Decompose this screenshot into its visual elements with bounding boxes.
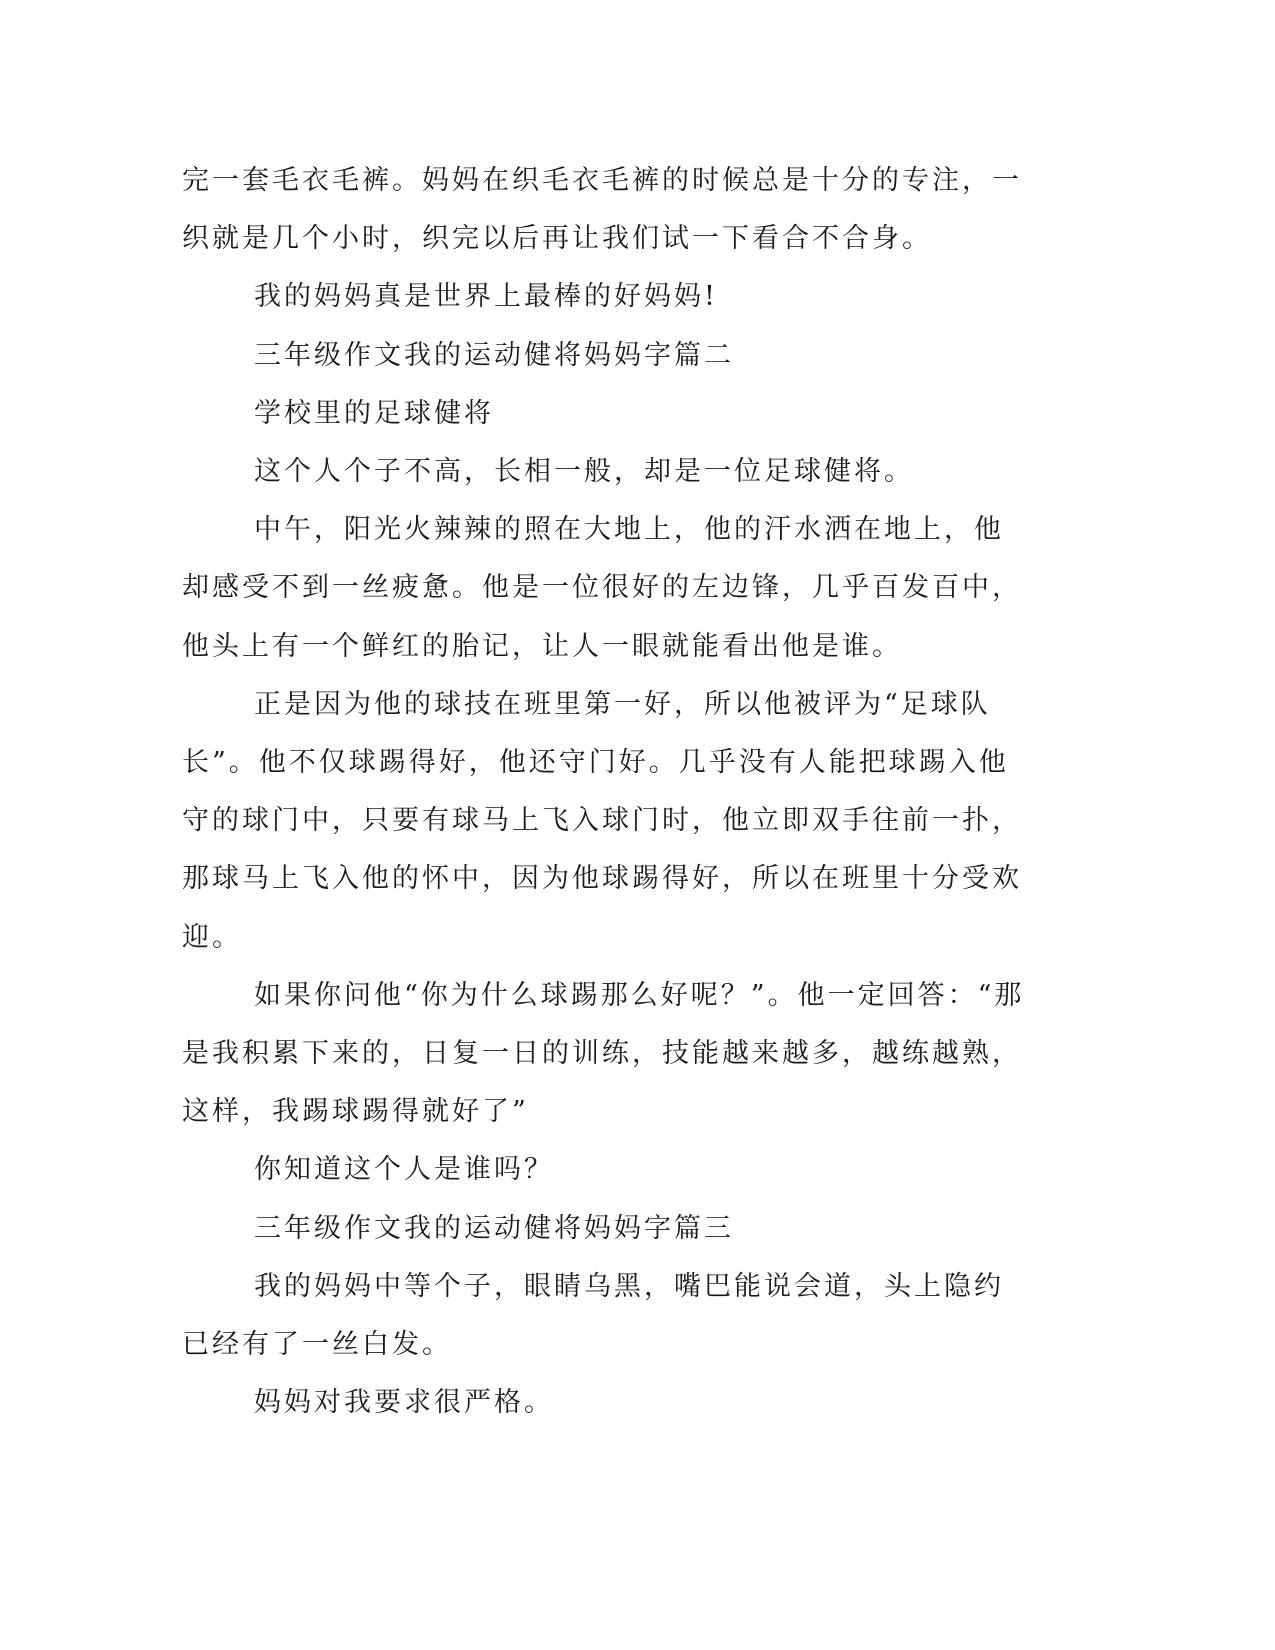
- document-body: [182, 152, 1032, 1432]
- paragraph-captain: 正是因为他的球技在班里第一好，所以他被评为“足球队长”。他不仅球踢得好，他还守门好。几乎没有人能把球踢入他守的球门中，只要有球马上飞入球门时，他立即双手往前一扑，那球马上飞入他的怀中，因为他球踢得好，所以在班里十分受欢迎。: [182, 688, 1022, 953]
- section-heading-part3: 三年级作文我的运动健将妈妈字篇三: [254, 1212, 734, 1244]
- section-heading-part2: 三年级作文我的运动健将妈妈字篇二: [254, 339, 734, 371]
- paragraph-mom-looks: 我的妈妈中等个子，眼睛乌黑，嘴巴能说会道，头上隐约已经有了一丝白发。: [182, 1270, 1004, 1361]
- paragraph-question: 如果你问他“你为什么球踢那么好呢？”。他一定回答：“那是我积累下来的，日复一日的训练，技能越来越多，越练越熟，这样，我踢球踢得就好了”: [182, 979, 1025, 1128]
- paragraph-who: 你知道这个人是谁吗？: [254, 1154, 554, 1186]
- paragraph-noon: 中午，阳光火辣辣的照在大地上，他的汗水洒在地上，他却感受不到一丝疲惫。他是一位很好的左边锋，几乎百发百中，他头上有一个鲜红的胎记，让人一眼就能看出他是谁。: [182, 514, 1022, 662]
- paragraph-best-mom: 我的妈妈真是世界上最棒的好妈妈!: [254, 281, 718, 313]
- essay-title-football: 学校里的足球健将: [254, 397, 494, 429]
- paragraph-intro-player: 这个人个子不高，长相一般，却是一位足球健将。: [254, 456, 914, 488]
- paragraph-continuation: 完一套毛衣毛裤。妈妈在织毛衣毛裤的时候总是十分的专注，一织就是几个小时，织完以后再让我们试一下看合不合身。: [182, 165, 1022, 255]
- paragraph-mom-strict: 妈妈对我要求很严格。: [254, 1387, 554, 1419]
